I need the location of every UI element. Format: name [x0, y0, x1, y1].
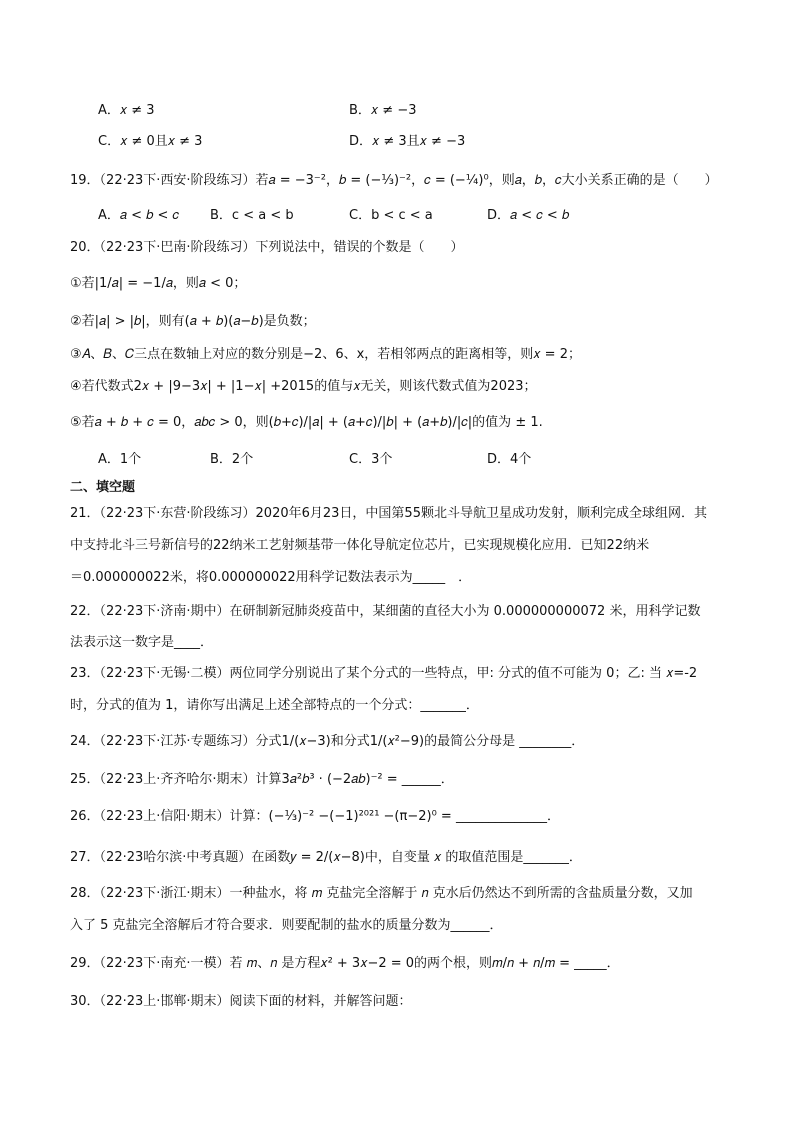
- q18-option-a: A．𝑥 ≠ 3: [98, 103, 155, 118]
- q29-line: 29．（22·23下·南充·一模）若 𝑚、𝑛 是方程𝑥² + 3𝑥−2 = 0的两个根，则𝑚/𝑛 + 𝑛/𝑚 = _____．: [70, 956, 620, 971]
- q20-statement-4: ④若代数式2𝑥 + |9−3𝑥| + |1−𝑥| +2015的值与𝑥无关，则该代数式值为2023；: [70, 379, 537, 394]
- q20-stem: 20．（22·23下·巴南·阶段练习）下列说法中，错误的个数是（ ）: [70, 240, 464, 255]
- q24-line: 24．（22·23下·江苏·专题练习）分式1/(𝑥−3)和分式1/(𝑥²−9)的最简公分母是 ________．: [70, 734, 585, 749]
- q20-statement-2: ②若|𝑎| > |𝑏|，则有(𝑎 + 𝑏)(𝑎−𝑏)是负数；: [70, 314, 316, 329]
- q21-line-1: 21．（22·23下·东营·阶段练习）2020年6月23日，中国第55颗北斗导航卫星成功发射，顺利完成全球组网．其: [70, 506, 707, 521]
- q28-line-2: 入了 5 克盐完全溶解后才符合要求．则要配制的盐水的质量分数为______．: [70, 918, 503, 933]
- q23-line-1: 23．（22·23下·无锡·二模）两位同学分别说出了某个分式的一些特点，甲: 分式的值不可能为 0；乙: 当 𝑥=-2: [70, 666, 698, 681]
- q28-line-1: 28．（22·23下·浙江·期末）一种盐水，将 𝑚 克盐完全溶解于 𝑛 克水后仍然达不到所需的含盐质量分数，又加: [70, 886, 693, 901]
- q27-line: 27．（22·23哈尔滨·中考真题）在函数𝑦 = 2/(𝑥−8)中，自变量 𝑥 的取值范围是_______．: [70, 850, 582, 865]
- q25-line: 25．（22·23上·齐齐哈尔·期末）计算3𝑎²𝑏³ · (−2𝑎𝑏)⁻² = ______．: [70, 772, 454, 787]
- q20-option-c: C．3个: [349, 452, 393, 467]
- q22-line-2: 法表示这一数字是____．: [70, 635, 214, 650]
- q19-option-b: B．c < a < b: [210, 208, 294, 223]
- q18-option-b: B．𝑥 ≠ −3: [349, 103, 417, 118]
- q23-line-2: 时，分式的值为 1，请你写出满足上述全部特点的一个分式：_______．: [70, 698, 479, 713]
- q20-statement-3: ③𝐴、𝐵、𝐶三点在数轴上对应的数分别是−2、6、x，若相邻两点的距离相等，则𝑥 = 2；: [70, 347, 581, 362]
- q20-statement-1: ①若|1/𝑎| = −1/𝑎，则𝑎 < 0；: [70, 276, 247, 291]
- q18-option-c: C．𝑥 ≠ 0且𝑥 ≠ 3: [98, 134, 203, 149]
- q19-option-a: A．𝑎 < 𝑏 < 𝑐: [98, 208, 180, 223]
- q21-line-2: 中支持北斗三号新信号的22纳米工艺射频基带一体化导航定位芯片，已实现规模化应用．已知22纳米: [70, 538, 650, 553]
- q26-line: 26．（22·23上·信阳·期末）计算：(−⅓)⁻² −(−1)²⁰²¹ −(π−2)⁰ = ______________．: [70, 809, 560, 824]
- q21-line-3: ＝0.000000022米，将0.000000022用科学记数法表示为_____ ．: [70, 570, 472, 585]
- q20-statement-5: ⑤若𝑎 + 𝑏 + 𝑐 = 0，𝑎𝑏𝑐 > 0，则(𝑏+𝑐)/|𝑎| + (𝑎+𝑐)/|𝑏| + (𝑎+𝑏)/|𝑐|的值为 ± 1.: [70, 415, 543, 430]
- q20-option-b: B．2个: [210, 452, 254, 467]
- q22-line-1: 22．（22·23下·济南·期中）在研制新冠肺炎疫苗中，某细菌的直径大小为 0.000000000072 米，用科学记数: [70, 604, 701, 619]
- q19-option-d: D．𝑎 < 𝑐 < 𝑏: [487, 208, 570, 223]
- q18-option-d: D．𝑥 ≠ 3且𝑥 ≠ −3: [349, 134, 466, 149]
- q19-option-c: C．b < c < a: [349, 208, 433, 223]
- section-heading-fill-in: 二、填空题: [70, 480, 136, 495]
- q30-line: 30．（22·23上·邯郸·期末）阅读下面的材料，并解答问题：: [70, 994, 412, 1009]
- q20-option-a: A．1个: [98, 452, 142, 467]
- q20-option-d: D．4个: [487, 452, 532, 467]
- q19-stem: 19．（22·23下·西安·阶段练习）若𝑎 = −3⁻²，𝑏 = (−⅓)⁻²，𝑐 = (−¼)⁰，则𝑎，𝑏，𝑐大小关系正确的是（ ）: [70, 173, 718, 188]
